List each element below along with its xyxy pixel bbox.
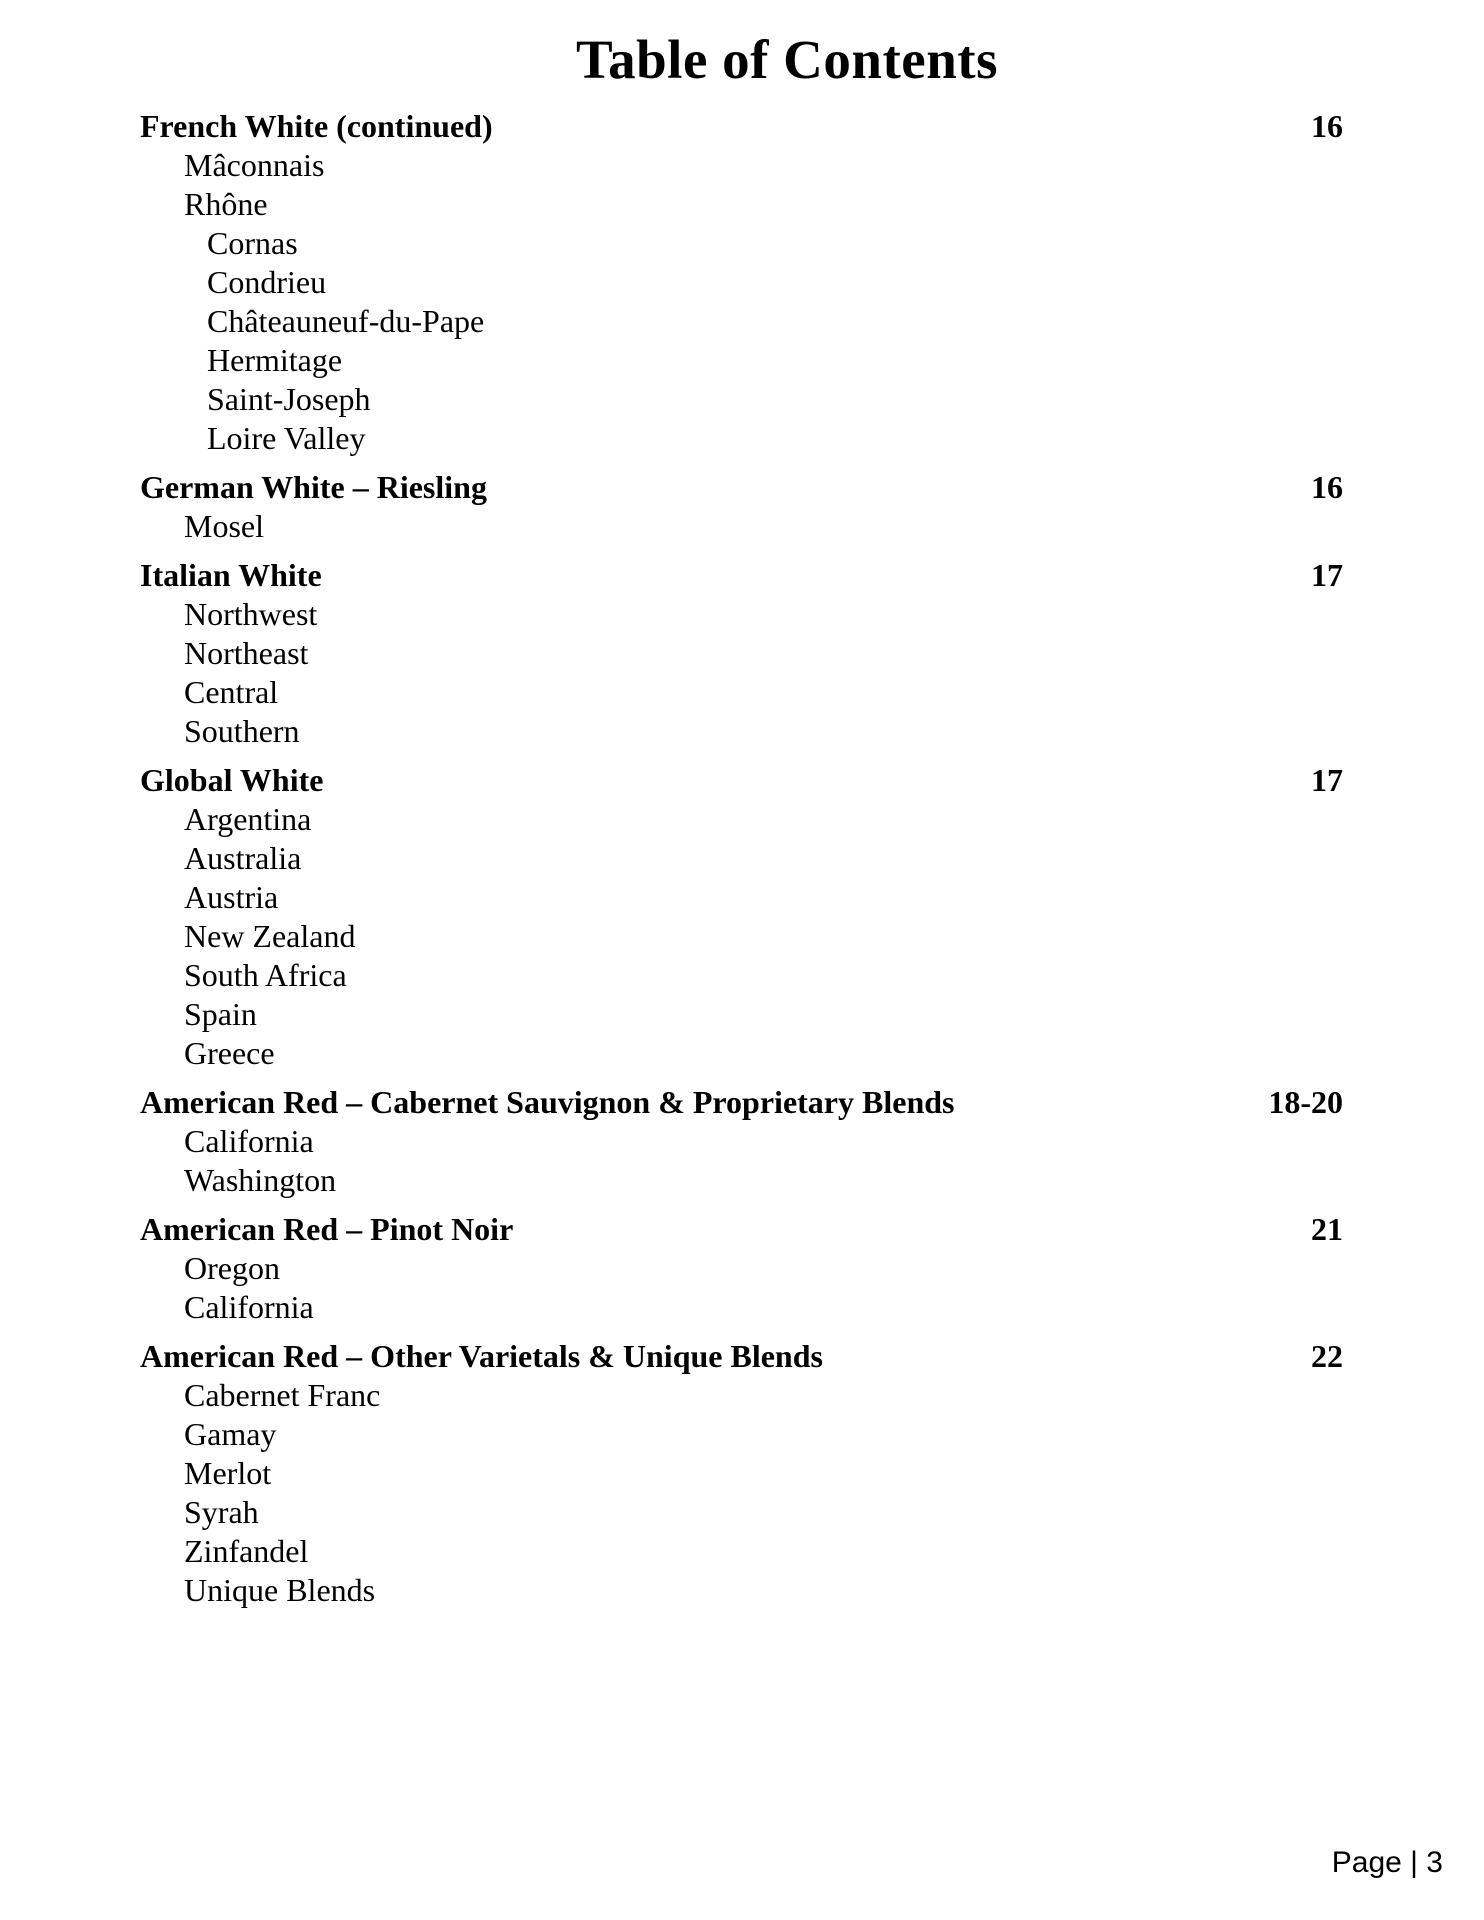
toc-item-row: [140, 146, 1343, 185]
toc-item-label: Châteauneuf-du-Pape: [207, 302, 485, 339]
toc-item-label: Oregon: [184, 1249, 280, 1286]
toc-section-row: [140, 468, 1343, 507]
toc-item-row: [140, 185, 1343, 224]
toc-item-label: Loire Valley: [207, 419, 366, 456]
toc-item-row: [140, 263, 1343, 302]
toc-item-label: Merlot: [184, 1454, 272, 1491]
toc-item-label: Northwest: [184, 595, 318, 632]
toc-item-label: New Zealand: [184, 917, 356, 954]
toc-item-row: [140, 1493, 1343, 1532]
toc-item-label: Australia: [184, 839, 302, 876]
toc-section: [140, 1210, 1343, 1327]
toc-page-number: 17: [1311, 556, 1343, 593]
toc-item-row: [140, 1532, 1343, 1571]
toc-item-label: Greece: [184, 1034, 275, 1071]
toc-section-items: [140, 507, 1343, 546]
toc-section-items: [140, 800, 1343, 1073]
toc-item-label: Washington: [184, 1161, 337, 1198]
toc-item-row: [140, 917, 1343, 956]
toc-item-label: Northeast: [184, 634, 309, 671]
toc-item-label: Austria: [184, 878, 279, 915]
toc-item-row: [140, 1034, 1343, 1073]
toc-item-label: Central: [184, 673, 279, 710]
toc-item-row: [140, 1454, 1343, 1493]
page-number-label: Page | 3: [1331, 1846, 1443, 1879]
toc-item-row: [140, 634, 1343, 673]
toc-item-label: Mosel: [184, 507, 264, 544]
toc-item-row: [140, 595, 1343, 634]
toc-item-row: [140, 1122, 1343, 1161]
toc-item-label: Hermitage: [207, 341, 343, 378]
toc-section: [140, 761, 1343, 1073]
toc-item-label: Unique Blends: [184, 1571, 376, 1608]
toc-item-row: [140, 1288, 1343, 1327]
toc-item-row: [140, 1571, 1343, 1610]
toc-section-row: [140, 107, 1343, 146]
toc-item-row: [140, 1249, 1343, 1288]
toc-section-items: [140, 595, 1343, 751]
toc-item-label: Rhône: [184, 185, 268, 222]
table-of-contents: [140, 107, 1343, 1610]
toc-section-label: German White – Riesling: [140, 468, 487, 505]
toc-section-label: French White (continued): [140, 107, 493, 144]
toc-item-row: [140, 956, 1343, 995]
toc-item-row: [140, 878, 1343, 917]
toc-item-row: [140, 800, 1343, 839]
toc-item-row: [140, 224, 1343, 263]
toc-page-number: 16: [1311, 468, 1343, 505]
toc-section: [140, 1337, 1343, 1610]
toc-section-items: [140, 1376, 1343, 1610]
toc-item-label: Southern: [184, 712, 300, 749]
toc-section-label: American Red – Pinot Noir: [140, 1210, 514, 1247]
toc-item-row: [140, 995, 1343, 1034]
toc-item-row: [140, 341, 1343, 380]
toc-item-row: [140, 1376, 1343, 1415]
toc-section-items: [140, 146, 1343, 458]
toc-item-row: [140, 302, 1343, 341]
toc-section-row: [140, 761, 1343, 800]
toc-section: [140, 468, 1343, 546]
toc-item-row: [140, 1161, 1343, 1200]
toc-item-label: Zinfandel: [184, 1532, 309, 1569]
page-footer: [1332, 1846, 1443, 1880]
toc-item-label: Cornas: [207, 224, 298, 261]
toc-section-label: Italian White: [140, 556, 322, 593]
toc-section-items: [140, 1122, 1343, 1200]
toc-section-items: [140, 1249, 1343, 1327]
toc-item-row: [140, 419, 1343, 458]
toc-section: [140, 556, 1343, 751]
toc-item-label: Syrah: [184, 1493, 259, 1530]
toc-item-label: Saint-Joseph: [207, 380, 371, 417]
toc-section-label: Global White: [140, 761, 324, 798]
toc-section: [140, 1083, 1343, 1200]
toc-item-row: [140, 380, 1343, 419]
toc-item-label: South Africa: [184, 956, 347, 993]
toc-item-label: Gamay: [184, 1415, 277, 1452]
toc-item-row: [140, 1415, 1343, 1454]
toc-item-label: Condrieu: [207, 263, 327, 300]
toc-item-row: [140, 839, 1343, 878]
toc-page-number: 18-20: [1268, 1083, 1343, 1120]
toc-page-number: 17: [1311, 761, 1343, 798]
toc-section-label: American Red – Cabernet Sauvignon & Proprietary Blends: [140, 1083, 955, 1120]
toc-section: [140, 107, 1343, 458]
toc-section-row: [140, 556, 1343, 595]
toc-section-row: [140, 1083, 1343, 1122]
toc-section-label: American Red – Other Varietals & Unique Blends: [140, 1337, 823, 1374]
toc-page-number: 16: [1311, 107, 1343, 144]
toc-item-label: Argentina: [184, 800, 312, 837]
toc-item-label: California: [184, 1122, 314, 1159]
toc-item-label: Mâconnais: [184, 146, 325, 183]
toc-section-row: [140, 1210, 1343, 1249]
toc-item-row: [140, 673, 1343, 712]
toc-page-number: 21: [1311, 1210, 1343, 1247]
toc-item-row: [140, 507, 1343, 546]
toc-item-label: Cabernet Franc: [184, 1376, 381, 1413]
page-title: Table of Contents: [575, 29, 999, 90]
toc-item-label: Spain: [184, 995, 257, 1032]
toc-section-row: [140, 1337, 1343, 1376]
toc-page-number: 22: [1311, 1337, 1343, 1374]
toc-item-label: California: [184, 1288, 314, 1325]
toc-item-row: [140, 712, 1343, 751]
